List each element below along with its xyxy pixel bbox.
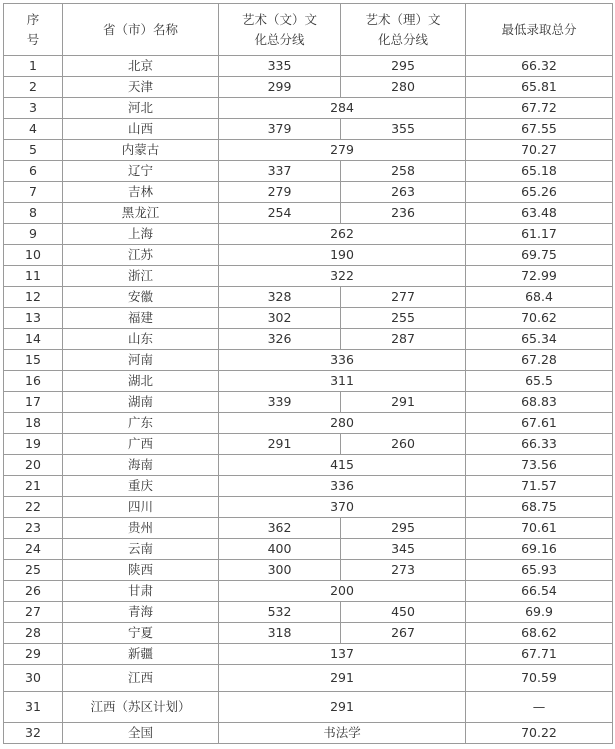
row-arts-sci-score: 236 (341, 203, 466, 224)
row-index: 3 (4, 98, 63, 119)
row-index: 11 (4, 266, 63, 287)
row-merged-score: 415 (219, 455, 466, 476)
row-arts-sci-score: 291 (341, 392, 466, 413)
row-min-total: 66.32 (466, 56, 613, 77)
table-row (4, 140, 613, 161)
table-row (4, 392, 613, 413)
row-min-total: 69.16 (466, 539, 613, 560)
row-min-total: 63.48 (466, 203, 613, 224)
row-province: 河南 (63, 350, 219, 371)
row-index: 16 (4, 371, 63, 392)
row-min-total: 67.72 (466, 98, 613, 119)
row-province: 宁夏 (63, 623, 219, 644)
row-arts-lit-score: 326 (219, 329, 341, 350)
row-min-total: 65.26 (466, 182, 613, 203)
row-arts-sci-score: 287 (341, 329, 466, 350)
row-arts-lit-score: 302 (219, 308, 341, 329)
row-arts-lit-score: 279 (219, 182, 341, 203)
table-row (4, 203, 613, 224)
row-province: 湖北 (63, 371, 219, 392)
row-province: 山东 (63, 329, 219, 350)
row-min-total: 68.62 (466, 623, 613, 644)
table-row (4, 476, 613, 497)
row-province: 重庆 (63, 476, 219, 497)
row-province: 辽宁 (63, 161, 219, 182)
table-row (4, 723, 613, 744)
row-merged-score: 137 (219, 644, 466, 665)
header-arts-lit (219, 4, 341, 56)
row-min-total: — (466, 692, 613, 723)
row-index: 28 (4, 623, 63, 644)
row-min-total: 65.81 (466, 77, 613, 98)
row-min-total: 65.34 (466, 329, 613, 350)
row-merged-score: 190 (219, 245, 466, 266)
row-merged-score: 311 (219, 371, 466, 392)
row-min-total: 73.56 (466, 455, 613, 476)
table-row (4, 245, 613, 266)
row-arts-lit-score: 291 (219, 434, 341, 455)
table-row (4, 539, 613, 560)
row-index: 20 (4, 455, 63, 476)
row-arts-sci-score: 355 (341, 119, 466, 140)
row-arts-lit-score: 328 (219, 287, 341, 308)
row-province: 安徽 (63, 287, 219, 308)
table-row (4, 602, 613, 623)
header-arts-lit-line1: 艺术（文）文 (241, 11, 317, 27)
row-merged-score: 336 (219, 476, 466, 497)
row-province: 江苏 (63, 245, 219, 266)
header-index (4, 4, 63, 56)
row-province: 天津 (63, 77, 219, 98)
table-row (4, 497, 613, 518)
row-min-total: 72.99 (466, 266, 613, 287)
row-min-total: 70.27 (466, 140, 613, 161)
header-row (4, 4, 613, 56)
row-arts-lit-score: 337 (219, 161, 341, 182)
row-province: 内蒙古 (63, 140, 219, 161)
row-province: 甘肃 (63, 581, 219, 602)
row-arts-lit-score: 339 (219, 392, 341, 413)
table-body (4, 56, 613, 744)
row-index: 8 (4, 203, 63, 224)
row-arts-lit-score: 335 (219, 56, 341, 77)
row-province: 广西 (63, 434, 219, 455)
table-row (4, 371, 613, 392)
header-min-total: 最低录取总分 (466, 4, 613, 56)
row-index: 10 (4, 245, 63, 266)
row-arts-lit-score: 318 (219, 623, 341, 644)
table-row (4, 329, 613, 350)
row-arts-sci-score: 263 (341, 182, 466, 203)
row-province: 上海 (63, 224, 219, 245)
row-merged-score: 262 (219, 224, 466, 245)
header-arts-sci-line1: 艺术（理）文 (365, 11, 441, 27)
row-province: 新疆 (63, 644, 219, 665)
row-index: 23 (4, 518, 63, 539)
row-index: 2 (4, 77, 63, 98)
row-arts-lit-score: 299 (219, 77, 341, 98)
row-min-total: 68.83 (466, 392, 613, 413)
row-merged-score: 370 (219, 497, 466, 518)
row-min-total: 67.71 (466, 644, 613, 665)
row-province: 陕西 (63, 560, 219, 581)
row-arts-sci-score: 280 (341, 77, 466, 98)
row-index: 26 (4, 581, 63, 602)
header-arts-sci (341, 4, 466, 56)
table-row (4, 350, 613, 371)
row-index: 18 (4, 413, 63, 434)
row-index: 14 (4, 329, 63, 350)
table-row (4, 98, 613, 119)
table-row (4, 518, 613, 539)
row-index: 7 (4, 182, 63, 203)
table-row (4, 119, 613, 140)
row-arts-sci-score: 260 (341, 434, 466, 455)
row-province: 河北 (63, 98, 219, 119)
header-index-line2: 号 (26, 31, 40, 47)
row-province: 青海 (63, 602, 219, 623)
table-row (4, 455, 613, 476)
row-index: 6 (4, 161, 63, 182)
row-min-total: 67.28 (466, 350, 613, 371)
row-province: 海南 (63, 455, 219, 476)
table-row (4, 623, 613, 644)
row-min-total: 67.61 (466, 413, 613, 434)
table-row (4, 413, 613, 434)
row-min-total: 70.22 (466, 723, 613, 744)
row-arts-sci-score: 450 (341, 602, 466, 623)
row-province: 吉林 (63, 182, 219, 203)
row-min-total: 71.57 (466, 476, 613, 497)
row-arts-sci-score: 273 (341, 560, 466, 581)
row-province: 广东 (63, 413, 219, 434)
table-row (4, 581, 613, 602)
table-row (4, 665, 613, 692)
header-province: 省（市）名称 (63, 4, 219, 56)
row-min-total: 65.18 (466, 161, 613, 182)
row-province: 江西（苏区计划） (63, 692, 219, 723)
row-index: 5 (4, 140, 63, 161)
row-arts-sci-score: 295 (341, 518, 466, 539)
row-index: 13 (4, 308, 63, 329)
row-min-total: 69.75 (466, 245, 613, 266)
row-index: 1 (4, 56, 63, 77)
row-index: 31 (4, 692, 63, 723)
row-min-total: 68.4 (466, 287, 613, 308)
row-merged-score: 200 (219, 581, 466, 602)
row-arts-lit-score: 254 (219, 203, 341, 224)
row-arts-lit-score: 362 (219, 518, 341, 539)
row-merged-score: 279 (219, 140, 466, 161)
row-merged-score: 322 (219, 266, 466, 287)
row-arts-sci-score: 277 (341, 287, 466, 308)
row-index: 4 (4, 119, 63, 140)
row-index: 19 (4, 434, 63, 455)
row-index: 17 (4, 392, 63, 413)
row-merged-score: 291 (219, 665, 466, 692)
header-arts-lit-line2: 化总分线 (254, 31, 305, 47)
row-min-total: 70.62 (466, 308, 613, 329)
table-row (4, 560, 613, 581)
row-province: 山西 (63, 119, 219, 140)
table-row (4, 287, 613, 308)
table-row (4, 308, 613, 329)
row-merged-score: 280 (219, 413, 466, 434)
row-province: 贵州 (63, 518, 219, 539)
row-province: 全国 (63, 723, 219, 744)
row-province: 浙江 (63, 266, 219, 287)
row-merged-score: 291 (219, 692, 466, 723)
row-arts-sci-score: 255 (341, 308, 466, 329)
row-min-total: 66.54 (466, 581, 613, 602)
row-province: 北京 (63, 56, 219, 77)
row-arts-sci-score: 258 (341, 161, 466, 182)
header-arts-sci-line2: 化总分线 (377, 31, 428, 47)
row-index: 24 (4, 539, 63, 560)
row-arts-lit-score: 379 (219, 119, 341, 140)
table-row (4, 644, 613, 665)
row-arts-lit-score: 300 (219, 560, 341, 581)
row-index: 12 (4, 287, 63, 308)
header-index-line1: 序 (26, 11, 40, 27)
row-index: 22 (4, 497, 63, 518)
row-min-total: 67.55 (466, 119, 613, 140)
row-province: 四川 (63, 497, 219, 518)
table-row (4, 434, 613, 455)
row-index: 32 (4, 723, 63, 744)
row-province: 福建 (63, 308, 219, 329)
row-index: 21 (4, 476, 63, 497)
table-row (4, 692, 613, 723)
row-min-total: 70.59 (466, 665, 613, 692)
table-row (4, 161, 613, 182)
row-index: 9 (4, 224, 63, 245)
table-row (4, 266, 613, 287)
table-row (4, 182, 613, 203)
admission-score-table (3, 3, 613, 744)
table-row (4, 224, 613, 245)
table-row (4, 56, 613, 77)
row-province: 江西 (63, 665, 219, 692)
row-merged-score: 284 (219, 98, 466, 119)
row-index: 30 (4, 665, 63, 692)
row-arts-sci-score: 267 (341, 623, 466, 644)
row-province: 湖南 (63, 392, 219, 413)
table-row (4, 77, 613, 98)
row-min-total: 68.75 (466, 497, 613, 518)
row-min-total: 65.5 (466, 371, 613, 392)
row-arts-sci-score: 295 (341, 56, 466, 77)
row-merged-score: 336 (219, 350, 466, 371)
row-arts-lit-score: 532 (219, 602, 341, 623)
row-index: 15 (4, 350, 63, 371)
row-min-total: 65.93 (466, 560, 613, 581)
row-province: 云南 (63, 539, 219, 560)
row-min-total: 66.33 (466, 434, 613, 455)
row-province: 黑龙江 (63, 203, 219, 224)
row-min-total: 69.9 (466, 602, 613, 623)
row-index: 29 (4, 644, 63, 665)
row-index: 25 (4, 560, 63, 581)
row-arts-sci-score: 345 (341, 539, 466, 560)
row-index: 27 (4, 602, 63, 623)
row-min-total: 61.17 (466, 224, 613, 245)
row-merged-score: 书法学 (219, 723, 466, 744)
row-min-total: 70.61 (466, 518, 613, 539)
row-arts-lit-score: 400 (219, 539, 341, 560)
